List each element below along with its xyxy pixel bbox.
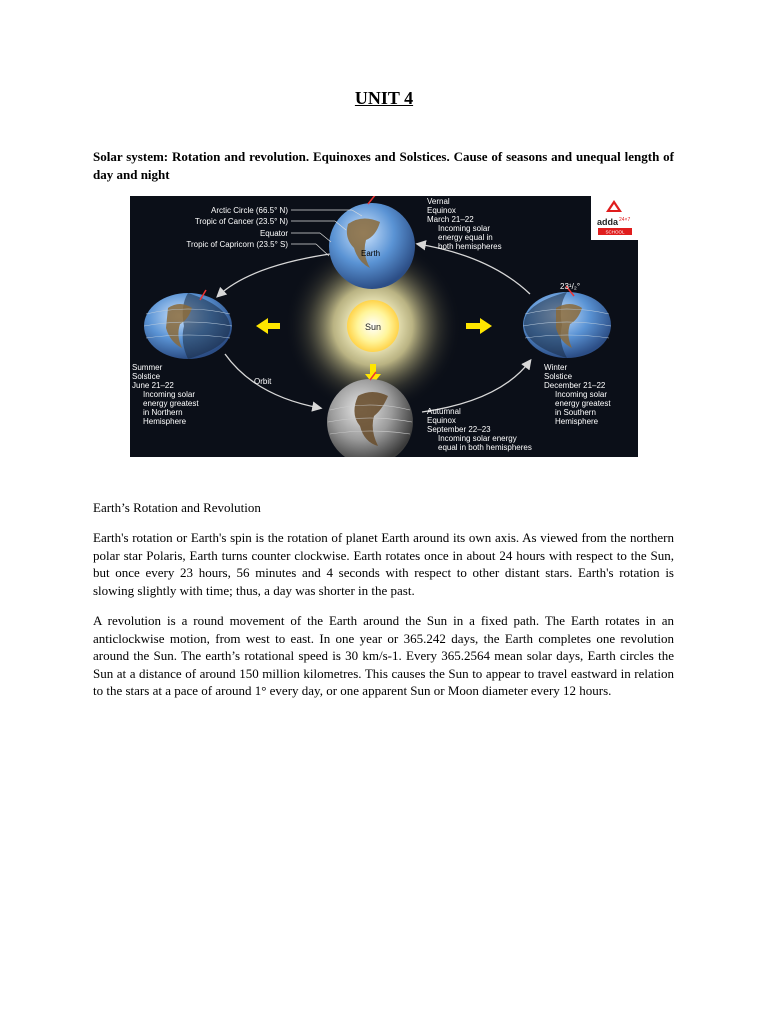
vernal-line-1: Vernal	[427, 197, 450, 206]
arrow-right	[466, 318, 492, 334]
logo-sub: SCHOOL	[605, 229, 625, 235]
vernal-line-2: Equinox	[427, 206, 456, 215]
summer-line-7: Hemisphere	[143, 417, 187, 426]
winter-line-1: Winter	[544, 363, 568, 372]
summer-line-2: Solstice	[132, 372, 161, 381]
summer-line-4: Incoming solar	[143, 390, 196, 399]
winter-solstice-text	[544, 363, 611, 426]
arrow-left	[256, 318, 280, 334]
winter-line-3: December 21–22	[544, 381, 606, 390]
autumnal-line-5: equal in both hemispheres	[438, 443, 532, 452]
summer-line-1: Summer	[132, 363, 163, 372]
adda-logo	[591, 196, 638, 240]
winter-line-6: in Southern	[555, 408, 596, 417]
equator-label: Equator	[259, 229, 288, 238]
tropic-of-capricorn-label: Tropic of Capricorn (23.5° S)	[186, 240, 288, 249]
tilt-label: 23¹/₂°	[560, 282, 581, 291]
vernal-line-5: energy equal in	[438, 233, 493, 242]
vernal-line-4: Incoming solar	[438, 224, 491, 233]
seasons-diagram-svg	[130, 196, 638, 457]
logo-superscript: 24×7	[619, 217, 631, 223]
autumnal-line-4: Incoming solar energy	[438, 434, 517, 443]
vernal-equinox-text	[427, 197, 502, 251]
summer-solstice-text	[132, 363, 199, 426]
winter-line-5: energy greatest	[555, 399, 611, 408]
page-title: UNIT 4	[354, 88, 414, 108]
winter-line-2: Solstice	[544, 372, 573, 381]
paragraph-rotation: Earth's rotation or Earth's spin is the rotation of planet Earth around its own axis. As viewed from the northern polar star Polaris, Earth turns counter clockwise. Earth rotates once in about 24 hours with respect to the Sun, but once every 23 hours, 56 minutes and 4 seconds with respect to other distant stars. Earth's rotation is slowing slightly with time; thus, a day was shorter in the past.	[93, 530, 674, 598]
summer-line-5: energy greatest	[143, 399, 199, 408]
autumnal-equinox-text	[427, 407, 532, 452]
sun-label: Sun	[364, 322, 382, 332]
paragraph-revolution: A revolution is a round movement of the Earth around the Sun in a fixed path. The Earth rotates in an anticlockwise motion, from west to east. In one year or 365.242 days, the Earth completes one revolution around the Sun. The earth’s rotational speed is 30 km/s-1. Every 365.2564 mean solar days, Earth circles the Sun at a distance of around 150 million kilometres. This causes the Sun to appear to travel eastward in relation to the stars at a pace of around 1° every day, or one apparent Sun or Moon diameter every 12 hours.	[93, 613, 674, 699]
earth-summer-globe	[144, 290, 232, 359]
autumnal-line-3: September 22–23	[427, 425, 491, 434]
seasons-diagram	[130, 196, 638, 457]
autumnal-line-1: Autumnal	[427, 407, 461, 416]
orbit-label: Orbit	[254, 377, 272, 386]
vernal-line-6: both hemispheres	[438, 242, 502, 251]
earth-label: Earth	[361, 249, 381, 258]
unit-subtitle: Solar system: Rotation and revolution. Equinoxes and Solstices. Cause of seasons and unequal length of day and night	[93, 149, 674, 182]
summer-line-6: in Northern	[143, 408, 183, 417]
autumnal-line-2: Equinox	[427, 416, 456, 425]
winter-line-4: Incoming solar	[555, 390, 608, 399]
summer-line-3: June 21–22	[132, 381, 174, 390]
arctic-circle-label: Arctic Circle (66.5° N)	[211, 206, 288, 215]
logo-brand: adda	[597, 217, 619, 227]
section-heading: Earth’s Rotation and Revolution	[93, 500, 261, 515]
earth-winter-globe	[523, 282, 611, 358]
winter-line-7: Hemisphere	[555, 417, 599, 426]
tropic-of-cancer-label: Tropic of Cancer (23.5° N)	[194, 217, 288, 226]
vernal-line-3: March 21–22	[427, 215, 474, 224]
